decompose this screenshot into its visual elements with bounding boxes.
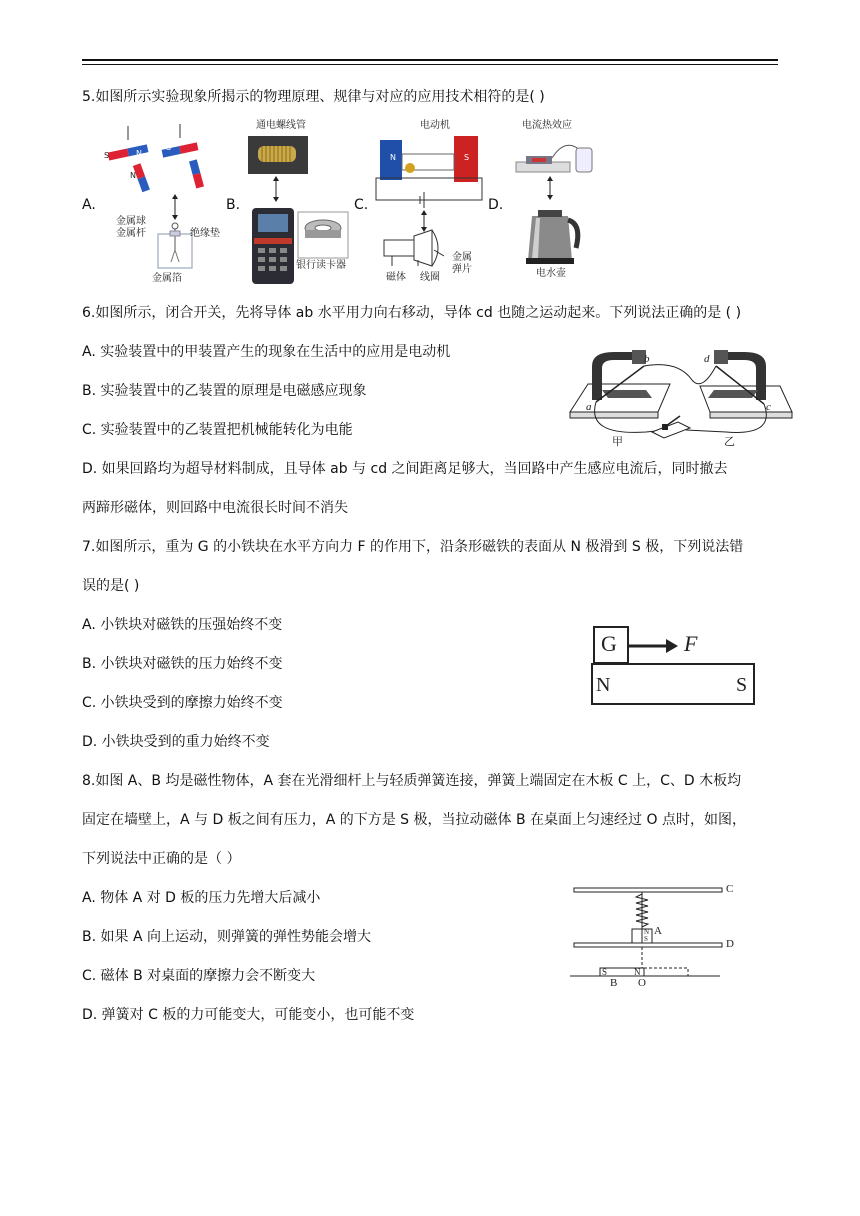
q5-a-label-n2: N (130, 171, 136, 180)
magnets-electroscope-image (100, 118, 218, 288)
q8-stem-line3: 下列说法中正确的是（ ） (82, 851, 241, 867)
q7-option-d[interactable]: D. 小铁块受到的重力始终不变 (82, 734, 270, 750)
q8-option-a[interactable]: A. 物体 A 对 D 板的压力先增大后减小 (82, 890, 321, 906)
q8-stem-line1: 8.如图 A、B 均是磁性物体，A 套在光滑细杆上与轻质弹簧连接，弹簧上端固定在木板 C 上，C、D 木板均 (82, 773, 742, 789)
q5-a-label-metal-rod: 金属杆 (116, 228, 146, 239)
q5-c-label-metal1: 金属 (452, 252, 472, 263)
q7-option-b[interactable]: B. 小铁块对磁铁的压力始终不变 (82, 656, 283, 672)
q7-label-g: G (601, 631, 617, 656)
q5-a-label-insulator: 绝缘垫 (190, 228, 220, 239)
q5-option-a-label: A. (82, 197, 96, 213)
q7-option-a[interactable]: A. 小铁块对磁铁的压强始终不变 (82, 617, 283, 633)
q6-option-b[interactable]: B. 实验装置中的乙装置的原理是电磁感应现象 (82, 383, 367, 399)
q8-figure (566, 882, 744, 990)
two-horseshoe-magnets-circuit (566, 346, 794, 450)
q5-a-label-s1: S (104, 151, 110, 160)
q8-option-d[interactable]: D. 弹簧对 C 板的力可能变大，可能变小，也可能不变 (82, 1007, 415, 1023)
q5-a-label-metal-foil: 金属箔 (152, 273, 182, 284)
q8-label-a: A (654, 925, 662, 937)
q5-figure-d (510, 118, 610, 288)
q8-option-c[interactable]: C. 磁体 B 对桌面的摩擦力会不断变大 (82, 968, 316, 984)
q5-stem: 5.如图所示实验现象所揭示的物理原理、规律与对应的应用技术相符的是( ) (82, 89, 545, 105)
q6-option-d-line1[interactable]: D. 如果回路均为超导材料制成，且导体 ab 与 cd 之间距离足够大，当回路中产生感应电流后，同时撤去 (82, 461, 728, 477)
q8-label-o: O (638, 977, 646, 989)
q5-figure-a (100, 118, 218, 288)
q5-b-title: 通电螺线管 (256, 120, 306, 131)
q6-label-b: b (644, 353, 650, 365)
q7-label-s: S (736, 674, 748, 696)
q8-option-b[interactable]: B. 如果 A 向上运动，则弹簧的弹性势能会增大 (82, 929, 371, 945)
q6-figure (566, 346, 794, 450)
q8-label-d: D (726, 938, 734, 950)
q7-stem-line1: 7.如图所示，重为 G 的小铁块在水平方向力 F 的作用下，沿条形磁铁的表面从 N 极滑到 S 极，下列说法错 (82, 539, 744, 555)
header-rule-bottom (82, 64, 778, 65)
q8-label-b: B (610, 977, 618, 989)
q7-label-f: F (684, 631, 698, 656)
q8-label-a-s: S (644, 935, 648, 943)
q6-label-d: d (704, 353, 710, 365)
q5-figure-b (244, 118, 354, 288)
q6-option-c[interactable]: C. 实验装置中的乙装置把机械能转化为电能 (82, 422, 353, 438)
q7-stem-line2: 误的是( ) (82, 578, 140, 594)
q6-label-yi: 乙 (724, 435, 735, 448)
q7-label-n: N (596, 674, 611, 696)
q6-option-d-line2: 两蹄形磁体，则回路中电流很长时间不消失 (82, 500, 348, 516)
q5-d-label-kettle: 电水壶 (536, 268, 566, 279)
q7-figure (590, 626, 758, 708)
q6-label-a: a (586, 401, 592, 413)
q5-c-label-coil: 线圈 (420, 272, 440, 283)
q7-option-c[interactable]: C. 小铁块受到的摩擦力始终不变 (82, 695, 283, 711)
q5-c-label-metal2: 弹片 (452, 264, 472, 275)
q8-label-b-n: N (634, 967, 641, 977)
q5-option-d-label: D. (488, 197, 504, 213)
q5-c-label-n: N (390, 153, 396, 162)
q6-label-jia: 甲 (612, 435, 623, 448)
q8-label-b-s: S (602, 967, 608, 977)
q6-stem: 6.如图所示，闭合开关，先将导体 ab 水平用力向右移动，导体 cd 也随之运动起来。下列说法正确的是 ( ) (82, 305, 742, 321)
header-rule-top (82, 59, 778, 61)
q5-c-title: 电动机 (420, 120, 450, 131)
q5-c-label-s: S (464, 153, 470, 162)
q5-a-label-n1: N (136, 149, 142, 158)
q5-b-label-reader: 银行读卡器 (296, 260, 346, 271)
q8-label-c: C (726, 883, 734, 895)
q6-label-c: c (766, 401, 771, 413)
q6-option-a[interactable]: A. 实验装置中的甲装置产生的现象在生活中的应用是电动机 (82, 344, 451, 360)
q5-a-label-s2: S (166, 143, 172, 152)
heating-kettle-image (510, 118, 610, 288)
q5-option-c-label: C. (354, 197, 369, 213)
q5-d-title: 电流热效应 (522, 120, 572, 131)
q8-stem-line2: 固定在墙壁上，A 与 D 板之间有压力，A 的下方是 S 极，当拉动磁体 B 在桌面上匀速经过 O 点时，如图， (82, 812, 746, 828)
q5-c-label-magnet: 磁体 (386, 272, 406, 283)
q5-a-label-metal-ball: 金属球 (116, 216, 146, 227)
q8-label-a-n: N (644, 928, 650, 936)
q5-option-b-label: B. (226, 197, 241, 213)
q5-figure-c (372, 118, 487, 288)
